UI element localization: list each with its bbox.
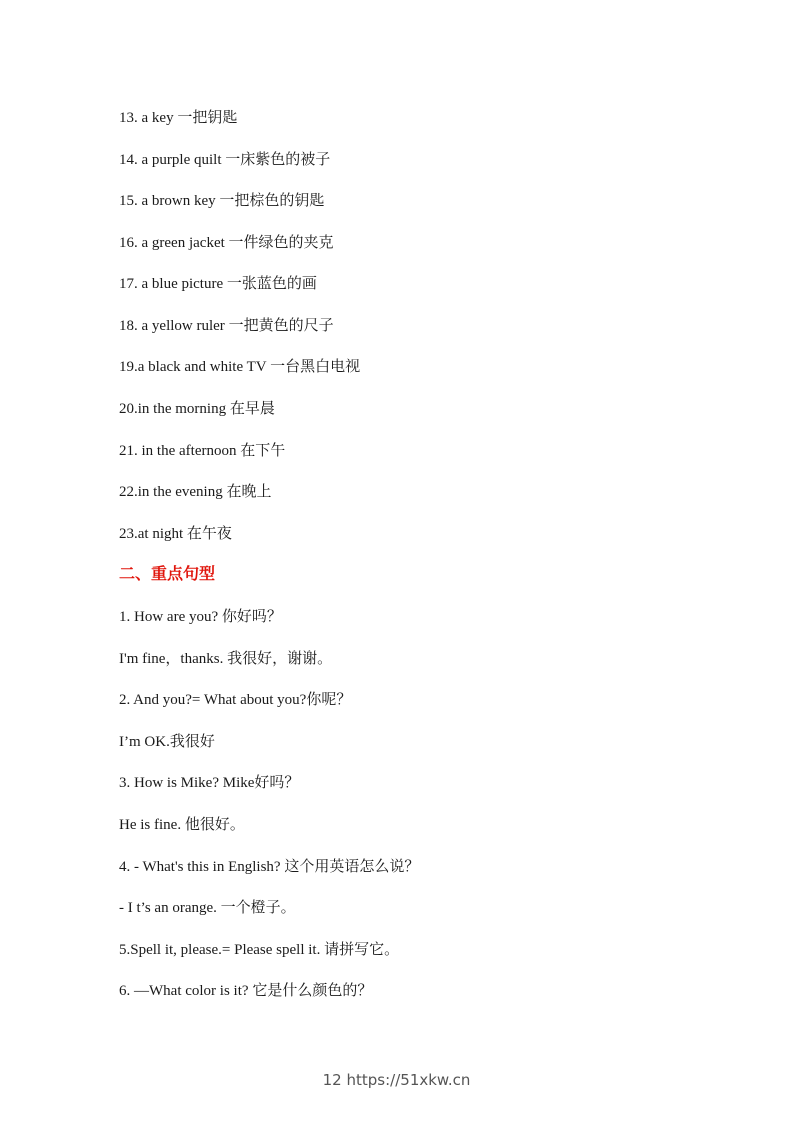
- vocab-english: 17. a blue picture: [119, 276, 227, 292]
- sentence-english: 2. And you?= What about you?: [119, 692, 307, 708]
- page-number: 12: [322, 1071, 342, 1089]
- vocab-chinese: 在早晨: [229, 399, 275, 417]
- sentence-chinese: 它是什么颜色的？: [252, 981, 373, 999]
- vocab-chinese: 在下午: [240, 441, 286, 459]
- vocab-chinese: 一张蓝色的画: [226, 274, 317, 292]
- vocab-chinese: 一把棕色的钥匙: [219, 191, 325, 209]
- vocab-line: [119, 523, 232, 544]
- sentence-english: 4. - What's this in English?: [119, 859, 285, 875]
- sentence-line: [119, 731, 215, 752]
- page-footer: [0, 1070, 793, 1090]
- sentence-chinese: 这个用英语怎么说？: [284, 857, 420, 875]
- sentence-chinese: 一个橙子。: [220, 898, 296, 916]
- sentence-line: [119, 897, 296, 918]
- vocab-chinese: 一台黑白电视: [270, 357, 361, 375]
- section-heading: 二、重点句型: [119, 564, 216, 583]
- sentence-chinese: 好吗？: [254, 773, 300, 791]
- sentence-line: [119, 689, 351, 710]
- vocab-chinese: 一床紫色的被子: [225, 150, 331, 168]
- vocab-line: [119, 149, 330, 170]
- sentence-line: [119, 772, 299, 793]
- vocab-line: [119, 315, 334, 336]
- vocab-line: [119, 232, 334, 253]
- sentence-english: I’m OK.: [119, 734, 170, 750]
- vocab-english: 16. a green jacket: [119, 235, 229, 251]
- vocab-line: [119, 190, 324, 211]
- vocab-chinese: 一把黄色的尺子: [228, 316, 334, 334]
- sentence-chinese: 你好吗？: [221, 607, 282, 625]
- sentence-english: I'm fine，thanks.: [119, 651, 228, 667]
- sentence-english: He is fine.: [119, 817, 185, 833]
- vocab-english: 13. a key: [119, 110, 178, 126]
- vocab-english: 19.a black and white TV: [119, 359, 271, 375]
- footer-url[interactable]: https://51xkw.cn: [346, 1071, 471, 1089]
- vocab-line: [119, 440, 285, 461]
- vocab-english: 22.in the evening: [119, 484, 227, 500]
- sentence-line: [119, 814, 245, 835]
- sentence-english: 5.Spell it, please.= Please spell it.: [119, 942, 325, 958]
- sentence-line: [119, 856, 419, 877]
- vocab-english: 23.at night: [119, 526, 187, 542]
- sentence-english: 3. How is Mike? Mike: [119, 775, 255, 791]
- sentence-line: [119, 939, 399, 960]
- sentence-english: 6. —What color is it?: [119, 983, 253, 999]
- vocab-line: [119, 481, 272, 502]
- vocab-line: [119, 356, 360, 377]
- vocab-english: 21. in the afternoon: [119, 443, 241, 459]
- sentence-chinese: 请拼写它。: [324, 940, 400, 958]
- sentence-chinese: 我很好: [169, 732, 215, 750]
- vocab-line: [119, 273, 317, 294]
- vocab-english: 18. a yellow ruler: [119, 318, 229, 334]
- vocab-english: 14. a purple quilt: [119, 152, 226, 168]
- vocab-english: 15. a brown key: [119, 193, 220, 209]
- vocab-english: 20.in the morning: [119, 401, 230, 417]
- vocab-chinese: 一件绿色的夹克: [228, 233, 334, 251]
- sentence-chinese: 你呢？: [306, 690, 352, 708]
- vocab-chinese: 在晚上: [226, 482, 272, 500]
- sentence-line: [119, 648, 332, 669]
- sentence-chinese: 他很好。: [184, 815, 245, 833]
- vocab-chinese: 一把钥匙: [177, 108, 238, 126]
- sentence-line: [119, 980, 372, 1001]
- sentence-english: - I t’s an orange.: [119, 900, 221, 916]
- sentence-english: 1. How are you?: [119, 609, 222, 625]
- vocab-line: [119, 398, 275, 419]
- vocab-line: [119, 107, 237, 128]
- sentence-chinese: 我很好，谢谢。: [227, 649, 333, 667]
- vocab-chinese: 在午夜: [186, 524, 232, 542]
- sentence-line: [119, 606, 282, 627]
